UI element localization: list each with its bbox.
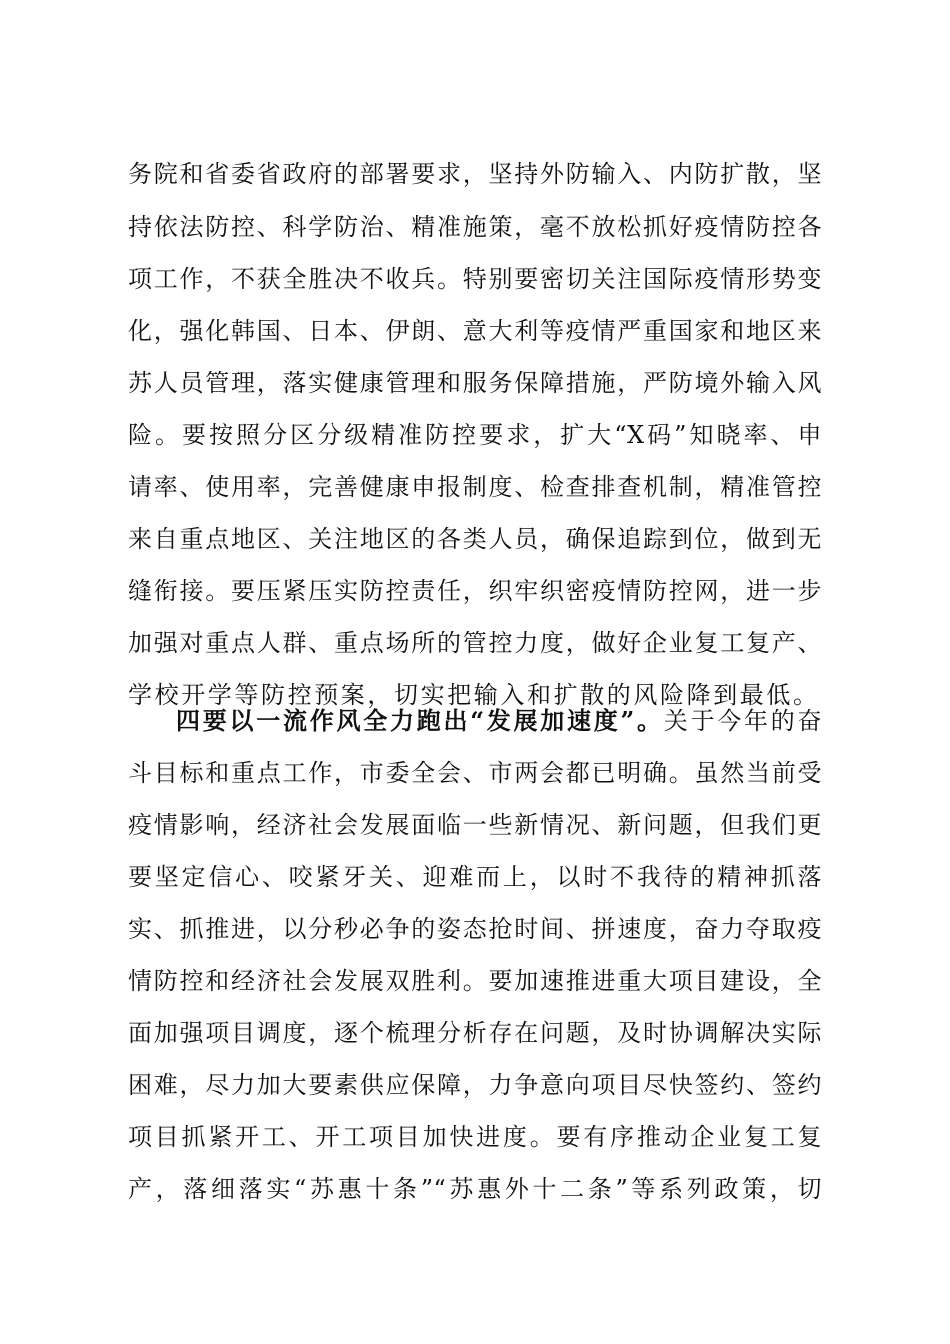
first-line-text: 关于今年的奋 xyxy=(663,707,823,735)
text-line: 产，落细落实“苏惠十条”“苏惠外十二条”等系列政策，切 xyxy=(128,1175,822,1203)
paragraph-first-line xyxy=(176,699,822,743)
text-line: 实、抓推进，以分秒必争的姿态抢时间、拼速度，奋力夺取疫 xyxy=(128,915,822,943)
text-line: 面加强项目调度，逐个梳理分析存在问题，及时协调解决实际 xyxy=(128,1019,822,1047)
text-line: 苏人员管理，落实健康管理和服务保障措施，严防境外输入风 xyxy=(128,369,822,397)
text-line: 来自重点地区、关注地区的各类人员，确保追踪到位，做到无 xyxy=(128,525,822,553)
text-line: 加强对重点人群、重点场所的管控力度，做好企业复工复产、 xyxy=(128,629,822,657)
text-line: 项工作，不获全胜决不收兵。特别要密切关注国际疫情形势变 xyxy=(128,265,822,293)
text-line: 疫情影响，经济社会发展面临一些新情况、新问题，但我们更 xyxy=(128,811,822,839)
text-line: 化，强化韩国、日本、伊朗、意大利等疫情严重国家和地区来 xyxy=(128,317,822,345)
text-line: 请率、使用率，完善健康申报制度、检查排查机制，精准管控 xyxy=(128,473,822,501)
text-line: 项目抓紧开工、开工项目加快进度。要有序推动企业复工复 xyxy=(128,1123,822,1151)
text-line: 要坚定信心、咬紧牙关、迎难而上，以时不我待的精神抓落 xyxy=(128,863,822,891)
text-line: 务院和省委省政府的部署要求，坚持外防输入、内防扩散，坚 xyxy=(128,160,822,188)
text-line: 学校开学等防控预案，切实把输入和扩散的风险降到最低。 xyxy=(128,681,820,709)
text-line: 斗目标和重点工作，市委全会、市两会都已明确。虽然当前受 xyxy=(128,759,822,787)
text-line: 情防控和经济社会发展双胜利。要加速推进重大项目建设，全 xyxy=(128,967,822,995)
text-line: 险。要按照分区分级精准防控要求，扩大“X码”知晓率、申 xyxy=(128,421,822,449)
section-heading: 四要以一流作风全力跑出“发展加速度”。 xyxy=(176,706,664,735)
text-line: 困难，尽力加大要素供应保障，力争意向项目尽快签约、签约 xyxy=(128,1071,822,1099)
text-line: 持依法防控、科学防治、精准施策，毫不放松抓好疫情防控各 xyxy=(128,213,822,241)
text-line: 缝衔接。要压紧压实防控责任，织牢织密疫情防控网，进一步 xyxy=(128,577,822,605)
